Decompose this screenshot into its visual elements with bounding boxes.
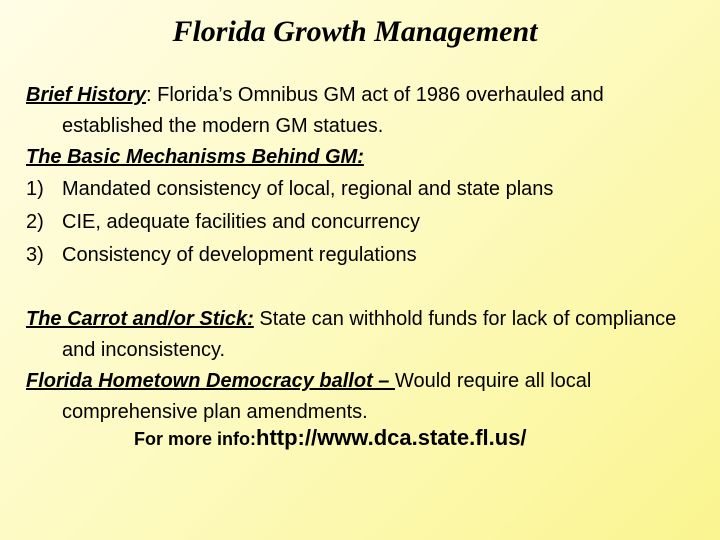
history-paragraph [26, 80, 706, 142]
ballot-heading: Florida Hometown Democracy ballot – [26, 370, 395, 392]
item-text: CIE, adequate facilities and concurrency [62, 211, 420, 233]
history-heading: Brief History [26, 84, 147, 106]
more-info [134, 425, 527, 451]
item-text: Consistency of development regulations [62, 244, 417, 266]
carrot-text: State can withhold funds for lack of compliance and inconsistency. [62, 308, 677, 361]
item-number: 3) [26, 244, 44, 266]
mechanism-item [26, 206, 706, 239]
more-info-label: For more info: [134, 429, 256, 449]
ballot-text: Would require all local comprehensive plan amendments. [62, 370, 592, 423]
item-text: Mandated consistency of local, regional and state plans [62, 178, 554, 200]
carrot-paragraph [26, 304, 706, 366]
slide-body [26, 80, 706, 428]
ballot-paragraph [26, 366, 706, 428]
mechanism-item [26, 239, 706, 272]
slide-title: Florida Growth Management [172, 15, 538, 48]
history-text: : Florida’s Omnibus GM act of 1986 overhauled and established the modern GM statues. [62, 84, 604, 137]
spacer [26, 272, 706, 304]
more-info-link[interactable]: http://www.dca.state.fl.us/ [256, 425, 527, 450]
carrot-heading: The Carrot and/or Stick: [26, 308, 254, 330]
item-number: 2) [26, 211, 44, 233]
mechanism-item [26, 173, 706, 206]
item-number: 1) [26, 178, 44, 200]
mechanisms-heading: The Basic Mechanisms Behind GM: [26, 146, 364, 168]
